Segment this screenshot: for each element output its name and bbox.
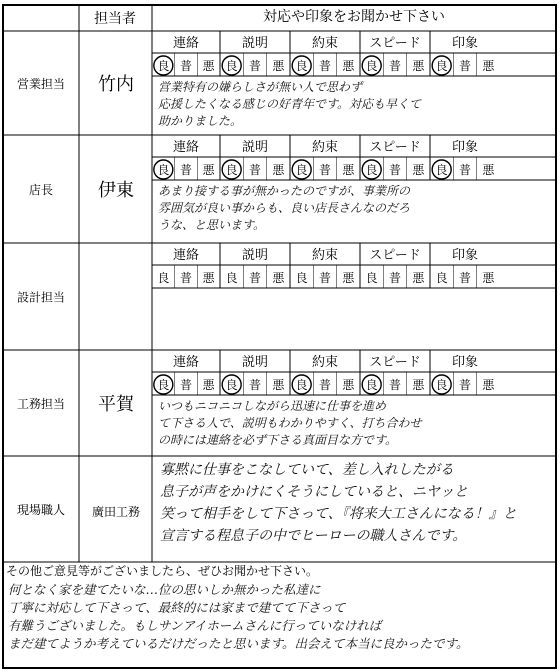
grade-option[interactable]: 普	[179, 378, 193, 392]
comment-line: 助かりました。	[158, 114, 243, 128]
criterion-label: 印象	[451, 355, 479, 370]
role-label: 営業担当	[16, 77, 66, 91]
comment-line: 営業特有の嫌らしさが無い人で思わず	[158, 80, 363, 94]
grade-option[interactable]: 悪	[482, 163, 495, 177]
staff-name: 竹内	[98, 74, 134, 95]
grade-option[interactable]: 普	[318, 59, 332, 73]
grade-option[interactable]: 悪	[202, 271, 215, 285]
grade-option[interactable]: 悪	[202, 378, 215, 392]
grade-option[interactable]: 普	[179, 163, 193, 177]
comment-line: 息子が声をかけにくそうにしていると、ニヤッと	[160, 484, 468, 500]
grade-option[interactable]: 普	[458, 163, 472, 177]
grade-option[interactable]: 悪	[272, 378, 285, 392]
comment-line: の時には連絡を必ず下さる真面目な方です。	[158, 433, 398, 447]
comment-line: うな、と思います。	[158, 218, 266, 232]
criterion-label: 印象	[451, 140, 479, 155]
criterion-label: 連絡	[172, 355, 200, 370]
grade-option[interactable]: 悪	[272, 163, 285, 177]
grade-option[interactable]: 普	[248, 271, 262, 285]
header-feedback-label: 対応や印象をお聞かせ下さい	[263, 9, 445, 25]
comment-line: いつもニコニコしながら迅速に仕事を進め	[158, 399, 387, 413]
header-staff-label: 担当者	[94, 11, 136, 27]
grade-option[interactable]: 良	[295, 163, 308, 177]
grade-option[interactable]: 良	[225, 271, 238, 285]
comment-line: 応援したくなる感じの好青年です。対応も早くて	[158, 97, 422, 111]
criterion-label: スピード	[369, 248, 421, 263]
staff-name: 伊東	[98, 180, 134, 201]
grade-option[interactable]: 普	[318, 378, 332, 392]
comment-line: 寡黙に仕事をこなしていて、差し入れしたがる	[160, 462, 454, 478]
other-comments-label: その他ご意見等がございましたら、ぜひお聞かせ下さい。	[6, 564, 319, 578]
criterion-label: 説明	[241, 248, 269, 263]
criterion-label: スピード	[369, 355, 421, 370]
comment-line: て下さる人で、説明もわかりやすく、打ち合わせ	[158, 416, 422, 430]
grade-option[interactable]: 良	[365, 271, 378, 285]
criterion-label: 連絡	[172, 140, 200, 155]
grade-option[interactable]: 悪	[342, 378, 355, 392]
grade-option[interactable]: 悪	[482, 59, 495, 73]
grade-option[interactable]: 悪	[482, 271, 495, 285]
grade-option[interactable]: 普	[248, 378, 262, 392]
grade-option[interactable]: 普	[388, 271, 402, 285]
grade-option[interactable]: 良	[365, 163, 378, 177]
grade-option[interactable]: 良	[435, 271, 448, 285]
grade-option[interactable]: 良	[157, 378, 170, 392]
comment-line: あまり接する事が無かったのですが、事業所の	[158, 184, 411, 198]
grade-option[interactable]: 普	[458, 378, 472, 392]
grade-option[interactable]: 普	[388, 378, 402, 392]
grade-option[interactable]: 良	[225, 378, 238, 392]
role-label: 店長	[28, 183, 54, 197]
grade-option[interactable]: 普	[248, 163, 262, 177]
comment-line: 笑って相手をして下さって、『将来大工さんになる！』と	[160, 506, 517, 522]
criterion-label: スピード	[369, 36, 421, 51]
grade-option[interactable]: 良	[225, 163, 238, 177]
grade-option[interactable]: 良	[157, 59, 170, 73]
other-comment-line: まだ建てようか考えているだけだったと思います。出会えて本当に良かったです。	[8, 636, 469, 651]
grade-option[interactable]: 悪	[342, 59, 355, 73]
comment-line: 宣言する程息子の中でヒーローの職人さんです。	[160, 528, 467, 544]
criterion-label: 説明	[241, 36, 269, 51]
grade-option[interactable]: 普	[458, 271, 472, 285]
criterion-label: 説明	[241, 355, 269, 370]
grade-option[interactable]: 悪	[412, 378, 425, 392]
grade-option[interactable]: 良	[157, 163, 170, 177]
grade-option[interactable]: 悪	[412, 59, 425, 73]
grade-option[interactable]: 良	[157, 271, 170, 285]
criterion-label: 約束	[311, 140, 339, 155]
grade-option[interactable]: 普	[318, 163, 332, 177]
grade-option[interactable]: 普	[458, 59, 472, 73]
grade-option[interactable]: 良	[295, 378, 308, 392]
grade-option[interactable]: 悪	[272, 59, 285, 73]
staff-name: 廣田工務	[91, 505, 141, 519]
other-comment-line: 何となく家を建てたいな…位の思いしか無かった私達に	[8, 582, 321, 597]
grade-option[interactable]: 良	[365, 378, 378, 392]
grade-option[interactable]: 良	[435, 59, 448, 73]
grade-option[interactable]: 良	[295, 59, 308, 73]
criterion-label: 約束	[311, 355, 339, 370]
other-comment-line: 丁寧に対応して下さって、最終的には家まで建てて下さって	[8, 600, 346, 615]
role-label: 設計担当	[16, 290, 66, 305]
grade-option[interactable]: 悪	[342, 271, 355, 285]
role-label: 現場職人	[16, 503, 66, 517]
grade-option[interactable]: 悪	[342, 163, 355, 177]
criterion-label: 連絡	[172, 248, 200, 263]
grade-option[interactable]: 悪	[202, 59, 215, 73]
grade-option[interactable]: 普	[179, 271, 193, 285]
staff-name: 平賀	[98, 394, 134, 415]
criterion-label: スピード	[369, 140, 421, 155]
role-label: 工務担当	[16, 397, 66, 411]
grade-option[interactable]: 悪	[202, 163, 215, 177]
grade-option[interactable]: 普	[318, 271, 332, 285]
grade-option[interactable]: 良	[365, 59, 378, 73]
criterion-label: 印象	[451, 248, 479, 263]
grade-option[interactable]: 悪	[482, 378, 495, 392]
comment-line: 雰囲気が良い事からも、良い店長さんなのだろ	[158, 201, 411, 215]
criterion-label: 印象	[451, 36, 479, 51]
grade-option[interactable]: 普	[388, 163, 402, 177]
grade-option[interactable]: 良	[435, 378, 448, 392]
grade-option[interactable]: 普	[248, 59, 262, 73]
grade-option[interactable]: 悪	[412, 271, 425, 285]
other-comment-line: 有難うございました。もしサンアイホームさんに行っていなければ	[8, 618, 382, 633]
grade-option[interactable]: 普	[388, 59, 402, 73]
grade-option[interactable]: 普	[179, 59, 193, 73]
grade-option[interactable]: 悪	[412, 163, 425, 177]
criterion-label: 連絡	[172, 36, 200, 51]
grade-option[interactable]: 良	[295, 271, 308, 285]
grade-option[interactable]: 良	[435, 163, 448, 177]
grade-option[interactable]: 良	[225, 59, 238, 73]
criterion-label: 説明	[241, 140, 269, 155]
grade-option[interactable]: 悪	[272, 271, 285, 285]
criterion-label: 約束	[311, 36, 339, 51]
criterion-label: 約束	[311, 248, 339, 263]
